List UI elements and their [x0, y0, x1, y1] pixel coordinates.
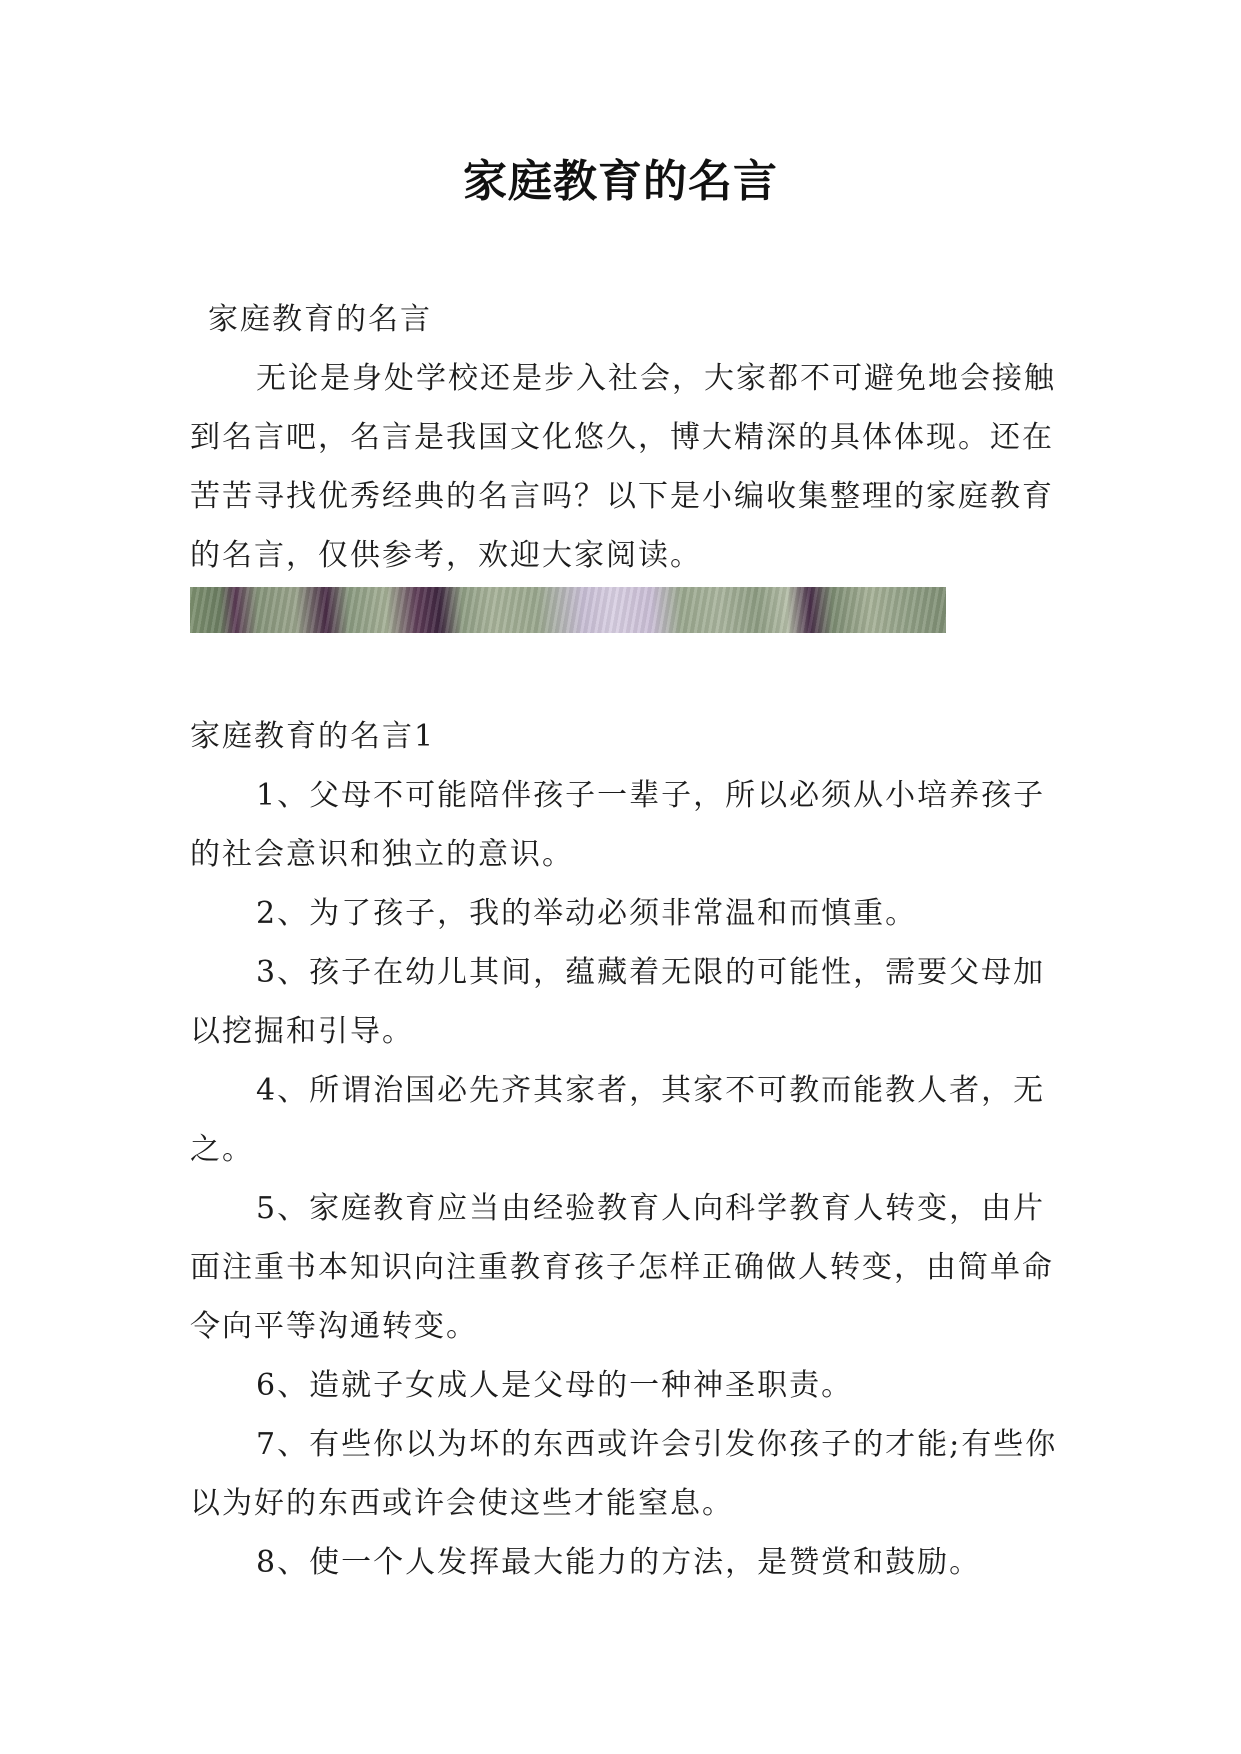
section-heading: 家庭教育的名言1 [190, 719, 436, 754]
quote-item: 3、孩子在幼儿其间，蕴藏着无限的可能性，需要父母加以挖掘和引导。 [190, 955, 1046, 1049]
quote-item: 1、父母不可能陪伴孩子一辈子，所以必须从小培养孩子的社会意识和独立的意识。 [190, 778, 1046, 872]
document-subtitle: 家庭教育的名言 [208, 302, 432, 337]
quote-item: 7、有些你以为坏的东西或许会引发你孩子的才能;有些你以为好的东西或许会使这些才能窒息。 [190, 1427, 1058, 1521]
quote-item: 5、家庭教育应当由经验教育人向科学教育人转变，由片面注重书本知识向注重教育孩子怎样正确做人转变，由简单命令向平等沟通转变。 [190, 1191, 1054, 1344]
document-title: 家庭教育的名言 [463, 156, 778, 207]
intro-paragraph: 无论是身处学校还是步入社会，大家都不可避免地会接触到名言吧，名言是我国文化悠久，博大精深的具体体现。还在苦苦寻找优秀经典的名言吗？以下是小编收集整理的家庭教育的名言，仅供参考，欢迎大家阅读。 [190, 361, 1056, 573]
quote-item: 2、为了孩子，我的举动必须非常温和而慎重。 [256, 896, 918, 931]
quote-item: 4、所谓治国必先齐其家者，其家不可教而能教人者，无之。 [190, 1073, 1046, 1167]
quote-item: 6、造就子女成人是父母的一种神圣职责。 [256, 1368, 854, 1403]
spacer [190, 633, 1070, 707]
document-body [190, 290, 1070, 1592]
quote-item: 8、使一个人发挥最大能力的方法，是赞赏和鼓励。 [256, 1545, 982, 1580]
photo-image [190, 587, 946, 633]
